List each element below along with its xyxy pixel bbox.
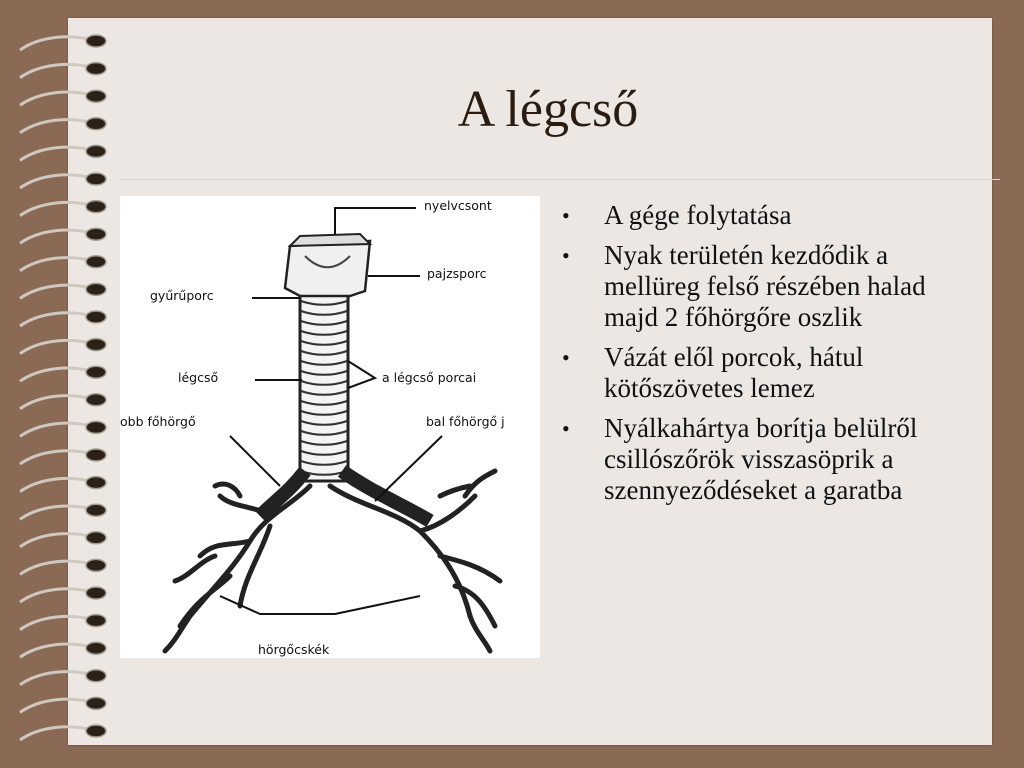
binding-hole — [86, 173, 106, 185]
binding-hole — [86, 394, 106, 406]
label-cartilages: a légcső porcai — [382, 370, 477, 385]
binding-hole — [86, 366, 106, 378]
label-trachea: légcső — [178, 370, 219, 385]
label-hyoid: nyelvcsont — [424, 198, 492, 213]
binding-ring — [20, 589, 92, 602]
binding-ring — [20, 451, 92, 464]
bullet-list — [560, 200, 980, 515]
binding-hole — [86, 642, 106, 654]
binding-ring — [20, 202, 92, 215]
binding-hole — [86, 697, 106, 709]
binding-hole — [86, 311, 106, 323]
bullet-icon: • — [562, 203, 570, 228]
bullet-text: Nyak területén kezdődik a mellüreg felső részében halad majd 2 főhörgőre oszlik — [604, 240, 926, 332]
binding-ring — [20, 644, 92, 657]
binding-ring — [20, 561, 92, 574]
binding-hole — [86, 339, 106, 351]
binding-hole — [86, 421, 106, 433]
binding-ring — [20, 368, 92, 381]
bullet-item — [560, 413, 980, 506]
binding-ring — [20, 616, 92, 629]
bullet-item — [560, 240, 980, 333]
binding-hole — [86, 532, 106, 544]
binding-hole — [86, 228, 106, 240]
binding-ring — [20, 258, 92, 271]
trachea-illustration — [120, 196, 540, 658]
thyroid-cartilage — [285, 241, 370, 296]
label-right-bronchus: obb főhörgő — [120, 414, 196, 429]
binding-ring — [20, 175, 92, 188]
binding-hole — [86, 283, 106, 295]
bullet-text: Vázát elől porcok, hátul kötőszövetes lemez — [604, 342, 864, 403]
binding-ring — [20, 340, 92, 353]
bullet-item — [560, 342, 980, 404]
binding-hole — [86, 670, 106, 682]
binding-hole — [86, 587, 106, 599]
binding-hole — [86, 201, 106, 213]
bullet-text: A gége folytatása — [604, 200, 792, 230]
binding-hole — [86, 35, 106, 47]
binding-hole — [86, 725, 106, 737]
binding-hole — [86, 504, 106, 516]
binding-ring — [20, 672, 92, 685]
bullet-icon: • — [562, 243, 570, 268]
trachea-diagram — [120, 196, 540, 658]
binding-ring — [20, 37, 92, 50]
binding-hole — [86, 63, 106, 75]
title-divider — [120, 179, 1000, 180]
hyoid-bone — [290, 234, 370, 246]
label-thyroid: pajzsporc — [427, 266, 487, 281]
binding-ring — [20, 699, 92, 712]
binding-hole — [86, 615, 106, 627]
bullet-text: Nyálkahártya borítja belülről csillószőrök visszasöprik a szennyeződéseket a garatba — [604, 413, 918, 505]
bronchial-tree — [165, 471, 500, 651]
binding-ring — [20, 313, 92, 326]
binding-ring — [20, 147, 92, 160]
binding-ring — [20, 534, 92, 547]
label-bronchioles: hörgőcskék — [258, 642, 330, 657]
label-cricoid: gyűrűporc — [150, 288, 214, 303]
bullet-icon: • — [562, 345, 570, 370]
binding-hole — [86, 559, 106, 571]
binding-ring — [20, 478, 92, 491]
bullet-item — [560, 200, 980, 231]
binding-hole — [86, 477, 106, 489]
slide-title: A légcső — [457, 81, 639, 138]
trachea-tube — [300, 291, 348, 481]
binding-ring — [20, 423, 92, 436]
binding-ring — [20, 727, 92, 740]
binding-ring — [20, 285, 92, 298]
binding-ring — [20, 230, 92, 243]
bullet-icon: • — [562, 416, 570, 441]
binding-hole — [86, 449, 106, 461]
binding-hole — [86, 256, 106, 268]
label-left-bronchus: bal főhörgő j — [426, 414, 505, 429]
binding-ring — [20, 396, 92, 409]
binding-ring — [20, 64, 92, 77]
binding-ring — [20, 506, 92, 519]
binding-hole — [86, 145, 106, 157]
